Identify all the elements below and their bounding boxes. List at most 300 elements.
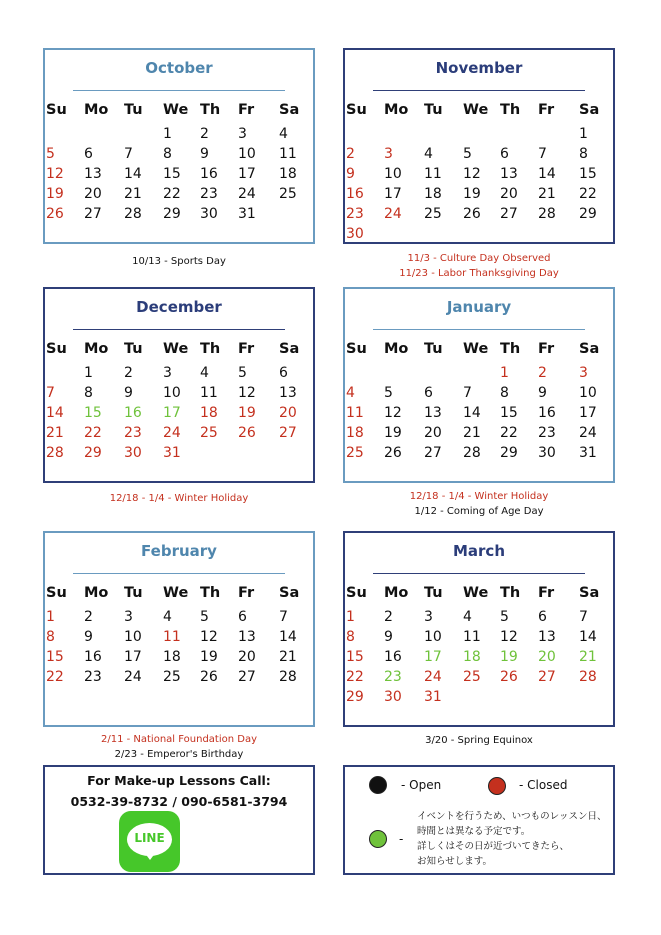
weekday-header: Fr: [538, 341, 555, 357]
week-row: [46, 166, 318, 186]
day-cell: 10: [238, 146, 256, 162]
event-description-line: お知らせします。: [417, 856, 492, 867]
day-cell: 18: [163, 649, 181, 665]
day-cell: 8: [346, 629, 355, 645]
month-title: November: [435, 59, 523, 77]
day-cell: 30: [200, 206, 218, 222]
calendar-january: [343, 287, 615, 483]
day-cell: 26: [200, 669, 218, 685]
day-cell: 10: [163, 385, 181, 401]
week-row: [346, 365, 618, 385]
day-cell: 13: [538, 629, 556, 645]
week-row: [46, 405, 318, 425]
day-cell: 19: [200, 649, 218, 665]
weekday-header: We: [163, 585, 189, 601]
day-cell: 6: [279, 365, 288, 381]
weekday-header-row: [346, 341, 618, 365]
day-cell: 4: [200, 365, 209, 381]
week-row: [46, 146, 318, 166]
weekday-header: Th: [500, 102, 521, 118]
day-cell: 22: [46, 669, 64, 685]
week-row: [46, 445, 318, 465]
day-cell: 30: [538, 445, 556, 461]
day-cell: 6: [538, 609, 547, 625]
day-cell: 3: [424, 609, 433, 625]
day-cell: 20: [424, 425, 442, 441]
weekday-header: Fr: [238, 585, 255, 601]
day-cell: 2: [200, 126, 209, 142]
week-row: [46, 385, 318, 405]
holiday-note: 12/18 - 1/4 - Winter Holiday: [109, 493, 249, 504]
day-cell: 10: [384, 166, 402, 182]
week-row: [46, 206, 318, 226]
calendar-march: [343, 531, 615, 727]
week-row: [346, 186, 618, 206]
day-cell: 27: [238, 669, 256, 685]
day-cell: 19: [238, 405, 256, 421]
empty-cell: [463, 126, 500, 146]
legend-closed-label: - Closed: [519, 778, 568, 792]
title-divider: [373, 90, 585, 91]
day-cell: 15: [346, 649, 364, 665]
day-cell: 21: [579, 649, 597, 665]
day-cell: 21: [538, 186, 556, 202]
day-cell: 24: [384, 206, 402, 222]
day-cell: 10: [124, 629, 142, 645]
day-cell: 16: [84, 649, 102, 665]
weekday-header: We: [163, 102, 189, 118]
day-cell: 18: [200, 405, 218, 421]
day-cell: 17: [424, 649, 442, 665]
day-cell: 18: [346, 425, 364, 441]
month-title: January: [446, 298, 512, 316]
day-cell: 11: [346, 405, 364, 421]
calendar-november: [343, 48, 615, 244]
day-cell: 24: [163, 425, 181, 441]
closed-dot-icon: [488, 777, 506, 795]
holiday-note: 1/12 - Coming of Age Day: [414, 506, 544, 517]
day-cell: 13: [500, 166, 518, 182]
day-cell: 30: [124, 445, 142, 461]
empty-cell: [579, 689, 618, 709]
day-cell: 7: [279, 609, 288, 625]
day-cell: 29: [163, 206, 181, 222]
day-cell: 8: [579, 146, 588, 162]
day-cell: 1: [346, 609, 355, 625]
day-cell: 28: [538, 206, 556, 222]
event-dot-icon: [369, 830, 387, 848]
day-cell: 2: [124, 365, 133, 381]
day-cell: 18: [424, 186, 442, 202]
empty-cell: [463, 689, 500, 709]
calendar-december: [43, 287, 315, 483]
week-row: [346, 649, 618, 669]
day-cell: 7: [463, 385, 472, 401]
open-dot-icon: [369, 776, 387, 794]
day-cell: 15: [579, 166, 597, 182]
day-cell: 19: [46, 186, 64, 202]
day-cell: 31: [579, 445, 597, 461]
day-cell: 23: [84, 669, 102, 685]
day-cell: 22: [579, 186, 597, 202]
day-cell: 29: [500, 445, 518, 461]
day-cell: 4: [463, 609, 472, 625]
day-grid: [346, 585, 618, 709]
day-cell: 11: [424, 166, 442, 182]
empty-cell: [200, 445, 238, 465]
day-cell: 28: [46, 445, 64, 461]
day-cell: 1: [579, 126, 588, 142]
day-cell: 4: [163, 609, 172, 625]
line-bubble-tail: [144, 852, 156, 860]
weekday-header-row: [346, 102, 618, 126]
week-row: [346, 166, 618, 186]
empty-cell: [384, 126, 424, 146]
day-cell: 20: [238, 649, 256, 665]
day-cell: 29: [346, 689, 364, 705]
event-description-line: 時間とは異なる予定です。: [417, 826, 531, 837]
week-row: [346, 425, 618, 445]
day-cell: 14: [124, 166, 142, 182]
day-cell: 30: [384, 689, 402, 705]
day-cell: 2: [538, 365, 547, 381]
weekday-header: Sa: [579, 341, 600, 357]
weekday-header-row: [46, 102, 318, 126]
day-cell: 19: [463, 186, 481, 202]
day-cell: 12: [200, 629, 218, 645]
day-cell: 17: [124, 649, 142, 665]
day-cell: 17: [384, 186, 402, 202]
day-cell: 4: [279, 126, 288, 142]
day-cell: 14: [463, 405, 481, 421]
weekday-header: Mo: [384, 102, 409, 118]
day-cell: 1: [46, 609, 55, 625]
day-cell: 13: [424, 405, 442, 421]
day-cell: 21: [46, 425, 64, 441]
holiday-note: 3/20 - Spring Equinox: [425, 735, 533, 746]
day-cell: 13: [238, 629, 256, 645]
day-cell: 5: [463, 146, 472, 162]
week-row: [346, 206, 618, 226]
weekday-header: Th: [200, 102, 221, 118]
day-cell: 27: [424, 445, 442, 461]
day-cell: 8: [163, 146, 172, 162]
calendar-october: [43, 48, 315, 244]
day-cell: 15: [500, 405, 518, 421]
day-cell: 26: [463, 206, 481, 222]
line-logo-text: LINE: [134, 831, 165, 845]
day-cell: 12: [500, 629, 518, 645]
week-row: [46, 609, 318, 629]
day-cell: 22: [500, 425, 518, 441]
weekday-header: Tu: [124, 341, 143, 357]
weekday-header: Fr: [538, 102, 555, 118]
week-row: [346, 126, 618, 146]
day-cell: 8: [46, 629, 55, 645]
month-title: March: [452, 542, 506, 560]
holiday-note: 11/23 - Labor Thanksgiving Day: [399, 268, 559, 279]
weekday-header: Su: [46, 585, 67, 601]
empty-cell: [46, 365, 84, 385]
week-row: [346, 226, 618, 246]
day-cell: 4: [424, 146, 433, 162]
day-cell: 9: [346, 166, 355, 182]
day-cell: 25: [279, 186, 297, 202]
day-cell: 26: [500, 669, 518, 685]
weekday-header: Mo: [84, 102, 109, 118]
day-cell: 30: [346, 226, 364, 242]
weekday-header-row: [46, 585, 318, 609]
day-cell: 21: [279, 649, 297, 665]
day-cell: 3: [238, 126, 247, 142]
note-november: [343, 251, 615, 281]
event-description-line: 詳しくはその日が近づいてきたら、: [417, 841, 570, 852]
weekday-header: Sa: [579, 102, 600, 118]
day-cell: 3: [124, 609, 133, 625]
day-cell: 15: [163, 166, 181, 182]
day-cell: 7: [46, 385, 55, 401]
day-cell: 31: [238, 206, 256, 222]
day-cell: 13: [84, 166, 102, 182]
calendar-february: [43, 531, 315, 727]
week-row: [346, 445, 618, 465]
day-cell: 26: [46, 206, 64, 222]
day-cell: 28: [463, 445, 481, 461]
month-title: October: [145, 59, 213, 77]
empty-cell: [579, 226, 618, 246]
weekday-header: Th: [200, 585, 221, 601]
day-cell: 11: [279, 146, 297, 162]
week-row: [346, 669, 618, 689]
empty-cell: [346, 126, 384, 146]
empty-cell: [538, 226, 579, 246]
weekday-header: Su: [346, 341, 367, 357]
day-cell: 5: [384, 385, 393, 401]
day-cell: 6: [84, 146, 93, 162]
week-row: [46, 126, 318, 146]
note-october: [43, 254, 315, 269]
day-cell: 6: [500, 146, 509, 162]
empty-cell: [46, 126, 84, 146]
day-cell: 23: [124, 425, 142, 441]
week-row: [346, 146, 618, 166]
day-cell: 15: [84, 405, 102, 421]
legend-event-description: [417, 809, 607, 869]
day-cell: 23: [346, 206, 364, 222]
day-cell: 27: [84, 206, 102, 222]
day-cell: 18: [279, 166, 297, 182]
holiday-note: 2/11 - National Foundation Day: [100, 734, 257, 745]
weekday-header: Su: [346, 102, 367, 118]
holiday-note: 10/13 - Sports Day: [132, 256, 226, 267]
weekday-header: Mo: [384, 341, 409, 357]
weekday-header: Mo: [84, 341, 109, 357]
day-cell: 12: [463, 166, 481, 182]
day-cell: 2: [384, 609, 393, 625]
holiday-note: 2/23 - Emperor's Birthday: [114, 749, 244, 760]
day-cell: 16: [346, 186, 364, 202]
week-row: [346, 609, 618, 629]
day-cell: 27: [500, 206, 518, 222]
day-cell: 14: [46, 405, 64, 421]
day-cell: 22: [163, 186, 181, 202]
weekday-header: We: [463, 585, 489, 601]
title-divider: [73, 573, 285, 574]
empty-cell: [463, 226, 500, 246]
day-cell: 9: [538, 385, 547, 401]
day-cell: 24: [579, 425, 597, 441]
empty-cell: [424, 126, 463, 146]
day-grid: [346, 102, 618, 246]
empty-cell: [500, 126, 538, 146]
day-cell: 8: [500, 385, 509, 401]
weekday-header: Mo: [84, 585, 109, 601]
day-cell: 4: [346, 385, 355, 401]
day-cell: 23: [384, 669, 402, 685]
legend-box: [343, 765, 615, 875]
month-title: December: [136, 298, 222, 316]
day-cell: 25: [424, 206, 442, 222]
empty-cell: [346, 365, 384, 385]
day-grid: [46, 585, 318, 689]
weekday-header: Th: [200, 341, 221, 357]
day-cell: 2: [84, 609, 93, 625]
weekday-header: We: [463, 102, 489, 118]
day-cell: 31: [424, 689, 442, 705]
weekday-header: Sa: [279, 585, 300, 601]
weekday-header: Sa: [279, 341, 300, 357]
month-title: February: [141, 542, 217, 560]
title-divider: [373, 329, 585, 330]
note-december: [43, 491, 315, 506]
empty-cell: [538, 689, 579, 709]
day-cell: 27: [279, 425, 297, 441]
empty-cell: [384, 365, 424, 385]
day-cell: 2: [346, 146, 355, 162]
day-cell: 17: [163, 405, 181, 421]
day-cell: 21: [463, 425, 481, 441]
day-cell: 9: [124, 385, 133, 401]
weekday-header: Su: [346, 585, 367, 601]
day-cell: 20: [84, 186, 102, 202]
day-cell: 6: [238, 609, 247, 625]
day-cell: 26: [238, 425, 256, 441]
week-row: [46, 629, 318, 649]
contact-phone-numbers[interactable]: 0532-39-8732 / 090-6581-3794: [70, 794, 288, 809]
day-cell: 25: [463, 669, 481, 685]
day-cell: 27: [538, 669, 556, 685]
day-grid: [346, 341, 618, 465]
weekday-header: Sa: [579, 585, 600, 601]
day-cell: 9: [200, 146, 209, 162]
day-cell: 10: [424, 629, 442, 645]
day-cell: 24: [424, 669, 442, 685]
week-row: [46, 365, 318, 385]
day-cell: 17: [579, 405, 597, 421]
day-cell: 17: [238, 166, 256, 182]
weekday-header: Su: [46, 341, 67, 357]
day-cell: 13: [279, 385, 297, 401]
weekday-header: Th: [500, 341, 521, 357]
empty-cell: [500, 689, 538, 709]
day-cell: 3: [579, 365, 588, 381]
day-cell: 9: [384, 629, 393, 645]
day-cell: 16: [384, 649, 402, 665]
empty-cell: [279, 445, 318, 465]
day-grid: [46, 341, 318, 465]
day-cell: 28: [124, 206, 142, 222]
day-cell: 7: [124, 146, 133, 162]
day-cell: 1: [84, 365, 93, 381]
weekday-header: Tu: [424, 585, 443, 601]
day-cell: 16: [200, 166, 218, 182]
legend-event-dash: -: [399, 832, 404, 846]
empty-cell: [424, 365, 463, 385]
day-cell: 7: [579, 609, 588, 625]
contact-box: [43, 765, 315, 875]
legend-open-label: - Open: [401, 778, 442, 792]
day-cell: 14: [579, 629, 597, 645]
day-cell: 3: [384, 146, 393, 162]
day-cell: 5: [200, 609, 209, 625]
day-cell: 11: [463, 629, 481, 645]
empty-cell: [424, 226, 463, 246]
day-cell: 9: [84, 629, 93, 645]
day-cell: 31: [163, 445, 181, 461]
empty-cell: [84, 126, 124, 146]
week-row: [46, 649, 318, 669]
note-january: [343, 489, 615, 519]
day-cell: 20: [538, 649, 556, 665]
day-cell: 7: [538, 146, 547, 162]
weekday-header: Tu: [124, 585, 143, 601]
day-cell: 19: [384, 425, 402, 441]
day-cell: 29: [579, 206, 597, 222]
week-row: [46, 669, 318, 689]
day-cell: 1: [500, 365, 509, 381]
day-cell: 19: [500, 649, 518, 665]
holiday-note: 12/18 - 1/4 - Winter Holiday: [409, 491, 549, 502]
day-cell: 22: [346, 669, 364, 685]
day-cell: 23: [538, 425, 556, 441]
day-cell: 11: [200, 385, 218, 401]
line-app-icon[interactable]: [119, 811, 180, 872]
day-cell: 24: [238, 186, 256, 202]
title-divider: [73, 329, 285, 330]
weekday-header: Tu: [124, 102, 143, 118]
weekday-header: We: [163, 341, 189, 357]
day-cell: 21: [124, 186, 142, 202]
weekday-header: We: [463, 341, 489, 357]
day-cell: 5: [238, 365, 247, 381]
day-grid: [46, 102, 318, 226]
weekday-header: Tu: [424, 102, 443, 118]
day-cell: 28: [579, 669, 597, 685]
day-cell: 25: [163, 669, 181, 685]
day-cell: 6: [424, 385, 433, 401]
day-cell: 15: [46, 649, 64, 665]
day-cell: 12: [46, 166, 64, 182]
day-cell: 10: [579, 385, 597, 401]
week-row: [346, 629, 618, 649]
event-description-line: イベントを行うため、いつものレッスン日、: [417, 811, 607, 822]
day-cell: 5: [46, 146, 55, 162]
weekday-header: Fr: [538, 585, 555, 601]
weekday-header: Mo: [384, 585, 409, 601]
day-cell: 23: [200, 186, 218, 202]
day-cell: 16: [538, 405, 556, 421]
weekday-header: Tu: [424, 341, 443, 357]
